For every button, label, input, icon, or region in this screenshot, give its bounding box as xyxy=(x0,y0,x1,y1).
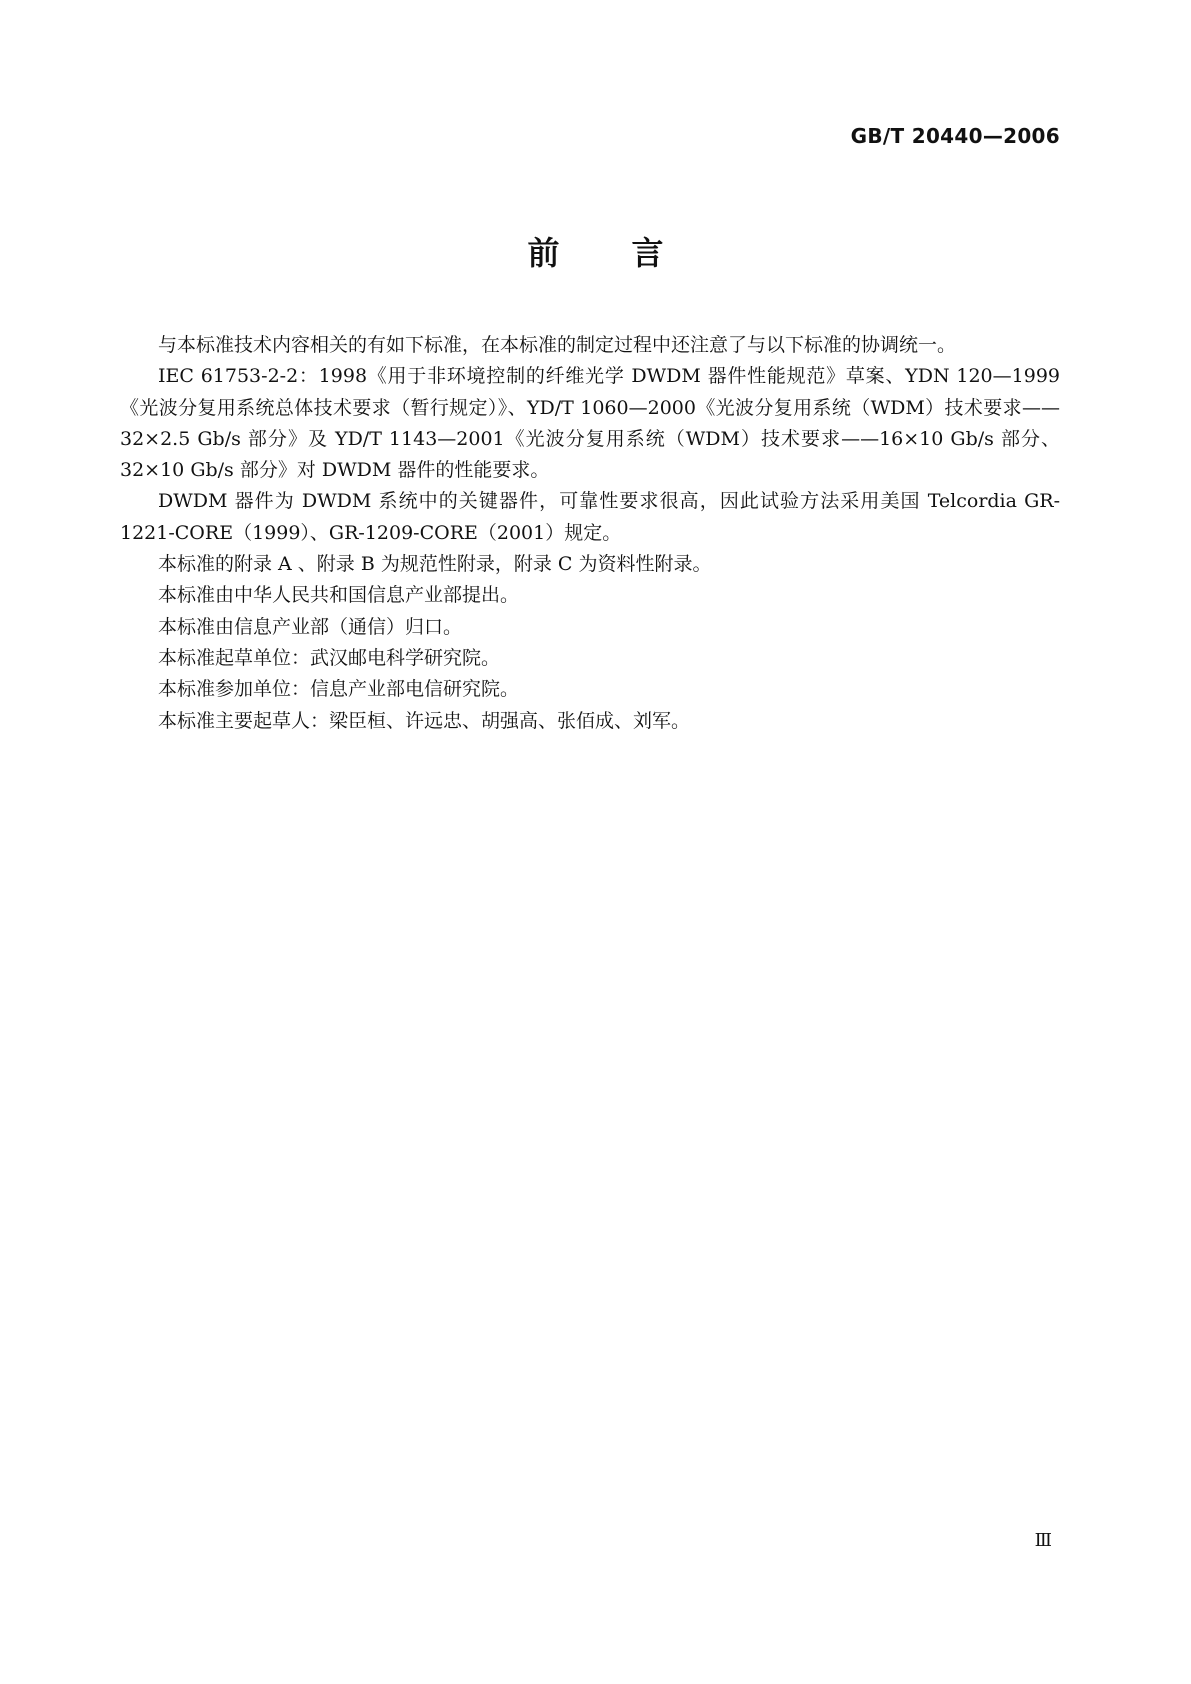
paragraph-proposed-by: 本标准由中华人民共和国信息产业部提出。 xyxy=(158,584,520,607)
foreword-body xyxy=(120,330,1060,737)
standard-number: GB/T 20440—2006 xyxy=(850,124,1060,148)
paragraph-centralized-by: 本标准由信息产业部（通信）归口。 xyxy=(158,615,463,638)
paragraph-participating-unit: 本标准参加单位：信息产业部电信研究院。 xyxy=(158,678,520,701)
paragraph-annexes: 本标准的附录 A 、附录 B 为规范性附录，附录 C 为资料性附录。 xyxy=(158,553,712,576)
paragraph-related-standards: IEC 61753-2-2：1998《用于非环境控制的纤维光学 DWDM 器件性能规范》草案、YDN 120—1999《光波分复用系统总体技术要求（暂行规定）》、YD/T 1060—2000《光波分复用系统（WDM）技术要求——32×2.5 Gb/s 部分》及 YD/T 1143—2001《光波分复用系统（WDM）技术要求——16×10 Gb/s 部分、32×10 Gb/s 部分》对 DWDM 器件的性能要求。 xyxy=(120,365,1060,482)
page-title xyxy=(0,228,1191,274)
title-char-2: 言 xyxy=(631,234,664,272)
title-char-1: 前 xyxy=(527,234,560,272)
paragraph-drafting-unit: 本标准起草单位：武汉邮电科学研究院。 xyxy=(158,646,501,669)
paragraph-intro: 与本标准技术内容相关的有如下标准，在本标准的制定过程中还注意了与以下标准的协调统一。 xyxy=(158,334,957,356)
paragraph-main-drafters: 本标准主要起草人：梁臣桓、许远忠、胡强高、张佰成、刘军。 xyxy=(158,709,691,732)
paragraph-test-methods: DWDM 器件为 DWDM 系统中的关键器件，可靠性要求很高，因此试验方法采用美国 Telcordia GR-1221-CORE（1999）、GR-1209-CORE（2001）规定。 xyxy=(120,490,1060,544)
page-number: Ⅲ xyxy=(1034,1530,1052,1551)
